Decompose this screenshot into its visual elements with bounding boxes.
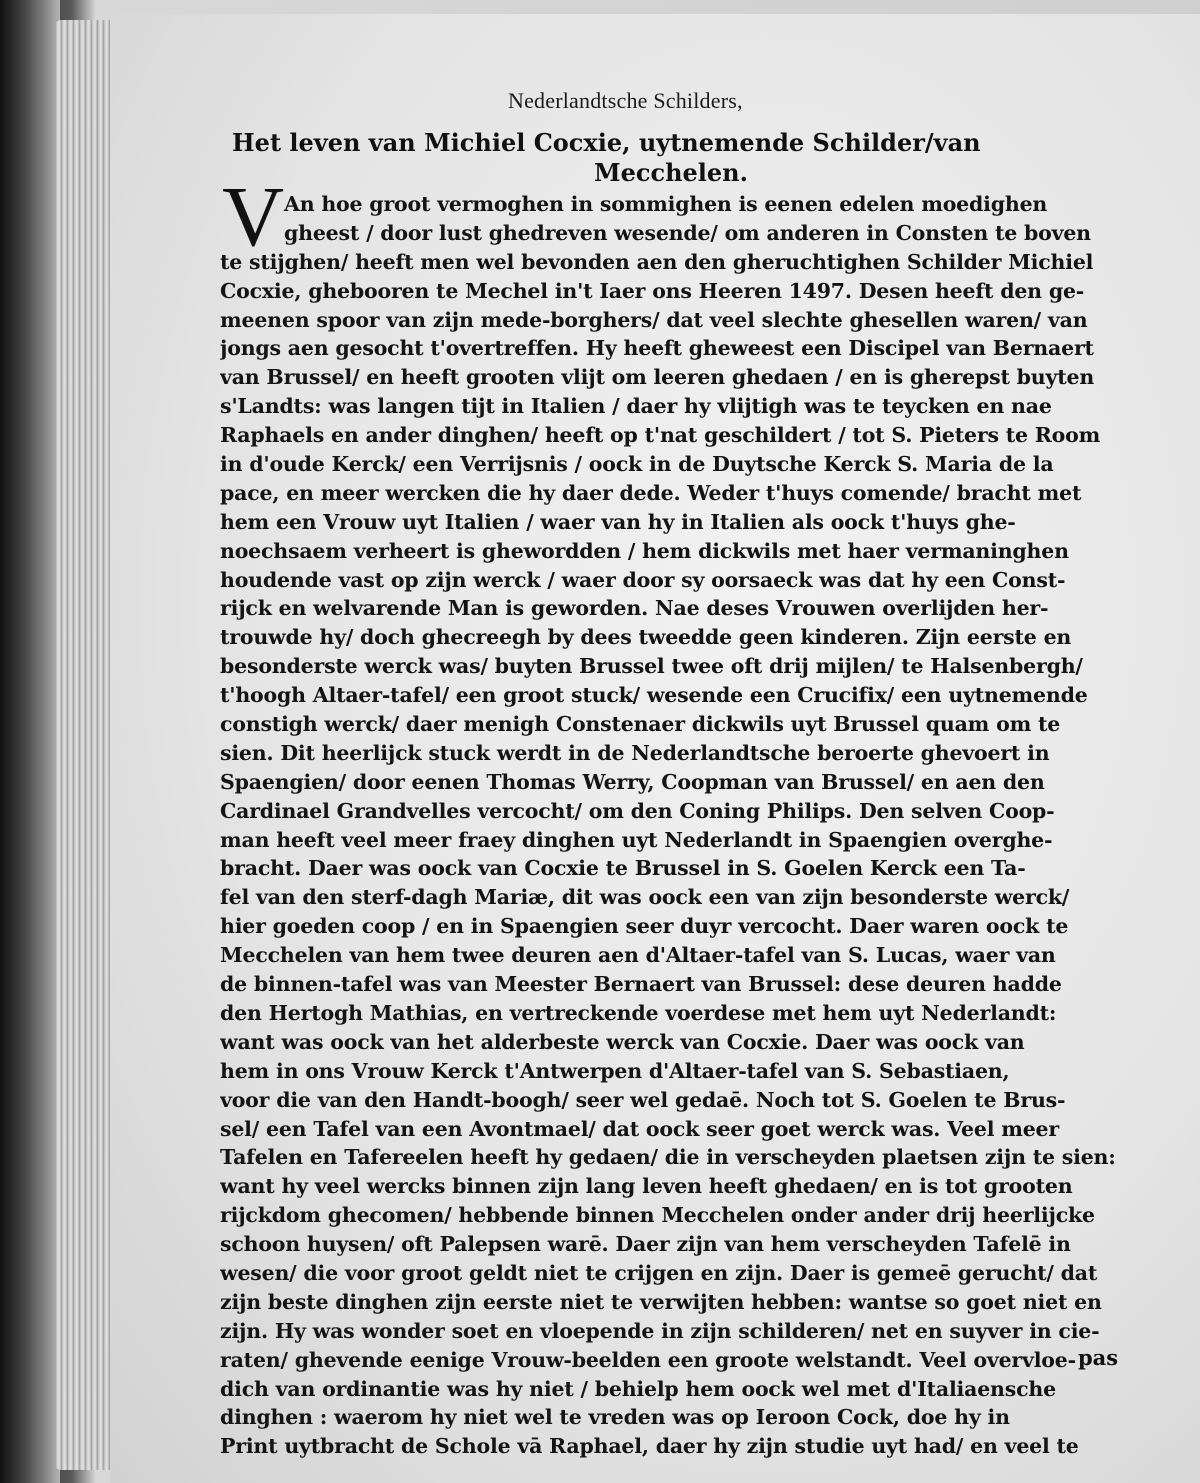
text-line: Cocxie, ghebooren te Mechel in't Iaer ons Heeren 1497. Desen heeft den ge- <box>220 278 1085 303</box>
text-line: schoon huysen/ oft Palepsen warē. Daer zijn van hem verscheyden Tafelē in <box>220 1232 1071 1257</box>
text-line: jongs aen gesocht t'overtreffen. Hy heeft gheweest een Discipel van Bernaert <box>220 336 1094 361</box>
text-line: sel/ een Tafel van een Avontmael/ dat oock seer goet werck was. Veel meer <box>220 1116 1059 1141</box>
text-line: zijn beste dinghen zijn eerste niet te verwijten hebben: wantse so goet niet en <box>220 1289 1102 1314</box>
text-line: zijn. Hy was wonder soet en vloepende in zijn schilderen/ net en suyver in cie- <box>220 1318 1100 1343</box>
text-line: Spaengien/ door eenen Thomas Werry, Coopman van Brussel/ en aen den <box>220 769 1045 794</box>
text-line: pace, en meer wercken die hy daer dede. Weder t'huys comende/ bracht met <box>220 480 1082 505</box>
text-line: An hoe groot vermoghen in sommighen is eenen edelen moedighen <box>284 192 1048 216</box>
text-line: hier goeden coop / en in Spaengien seer duyr vercocht. Daer waren oock te <box>220 914 1069 939</box>
text-line: de binnen-tafel was van Meester Bernaert van Brussel: dese deuren hadde <box>220 972 1062 997</box>
text-line: besonderste werck was/ buyten Brussel twee oft drij mijlen/ te Halsenbergh/ <box>220 654 1083 679</box>
text-line: Cardinael Grandvelles vercocht/ om den Coning Philips. Den selven Coop- <box>220 798 1055 823</box>
text-line: voor die van den Handt-boogh/ seer wel gedaē. Noch tot S. Goelen te Brus- <box>220 1087 1066 1112</box>
text-line: rijckdom ghecomen/ hebbende binnen Mecchelen onder ander drij heerlijcke <box>220 1203 1095 1228</box>
text-line: Mecchelen van hem twee deuren aen d'Altaer-tafel van S. Lucas, waer van <box>220 943 1056 968</box>
text-line: Tafelen en Tafereelen heeft hy gedaen/ die in verscheyden plaetsen zijn te sien: <box>220 1145 1116 1170</box>
body-text <box>220 190 1140 1461</box>
text-line: den Hertogh Mathias, en vertreckende voerdese met hem uyt Nederlandt: <box>220 1000 1057 1025</box>
text-line: sien. Dit heerlijck stuck werdt in de Nederlandtsche beroerte ghevoert in <box>220 740 1050 765</box>
title-line-1: Het leven van Michiel Cocxie, uytnemende Schilder/van <box>232 128 981 157</box>
text-line: raten/ ghevende eenige Vrouw-beelden een groote welstandt. Veel overvloe- <box>220 1347 1076 1372</box>
text-line: want was oock van het alderbeste werck van Cocxie. Daer was oock van <box>220 1029 1025 1054</box>
text-line: fel van den sterf-dagh Mariæ, dit was oock een van zijn besonderste werck/ <box>220 885 1070 910</box>
text-line: hem in ons Vrouw Kerck t'Antwerpen d'Altaer-tafel van S. Sebastiaen, <box>220 1058 1010 1083</box>
text-line: wesen/ die voor groot geldt niet te crijgen en zijn. Daer is gemeē gerucht/ dat <box>220 1260 1098 1285</box>
title-line-2: Mecchelen. <box>594 158 748 187</box>
text-line: s'Landts: was langen tijt in Italien / daer hy vlijtigh was te teycken en nae <box>220 394 1052 419</box>
text-line: t'hoogh Altaer-tafel/ een groot stuck/ wesende een Crucifix/ een uytnemende <box>220 683 1088 708</box>
text-line: te stijghen/ heeft men wel bevonden aen den gheruchtighen Schilder Michiel <box>220 249 1094 274</box>
text-line: van Brussel/ en heeft grooten vlijt om leeren ghedaen / en is gherepst buyten <box>220 365 1095 390</box>
book-spine <box>0 0 60 1483</box>
chapter-title <box>232 128 1022 188</box>
catchword: pas <box>1078 1345 1119 1370</box>
text-line: dinghen : waerom hy niet wel te vreden was op Ieroon Cock, doe hy in <box>220 1405 1010 1430</box>
text-line: hem een Vrouw uyt Italien / waer van hy in Italien als oock t'huys ghe- <box>220 509 1016 534</box>
drop-cap: V <box>222 168 285 264</box>
text-line: constigh werck/ daer menigh Constenaer dickwils uyt Brussel quam om te <box>220 712 1061 737</box>
text-line: in d'oude Kerck/ een Verrijsnis / oock in de Duytsche Kerck S. Maria de la <box>220 452 1054 477</box>
text-line: trouwde hy/ doch ghecreegh by dees tweedde geen kinderen. Zijn eerste en <box>220 625 1072 650</box>
text-line: bracht. Daer was oock van Cocxie te Brussel in S. Goelen Kerck een Ta- <box>220 856 1026 881</box>
text-line: rijck en welvarende Man is geworden. Nae deses Vrouwen overlijden her- <box>220 596 1049 621</box>
text-line: man heeft veel meer fraey dinghen uyt Nederlandt in Spaengien overghe- <box>220 827 1053 852</box>
text-line: houdende vast op zijn werck / waer door sy oorsaeck was dat hy een Const- <box>220 567 1066 592</box>
text-line: want hy veel wercks binnen zijn lang leven heeft ghedaen/ en is tot grooten <box>220 1174 1073 1199</box>
running-head: Nederlandtsche Schilders, <box>508 88 743 113</box>
text-line: Print uytbracht de Schole vā Raphael, daer hy zijn studie uyt had/ en veel te <box>220 1434 1079 1459</box>
text-line: Raphaels en ander dinghen/ heeft op t'nat geschildert / tot S. Pieters te Room <box>220 423 1101 448</box>
text-line: meenen spoor van zijn mede-borghers/ dat veel slechte ghesellen waren/ van <box>220 307 1088 332</box>
text-line: noechsaem verheert is ghewordden / hem dickwils met haer vermaninghen <box>220 538 1069 563</box>
text-line: gheest / door lust ghedreven wesende/ om anderen in Consten te boven <box>284 220 1091 245</box>
text-line: dich van ordinantie was hy niet / behielp hem oock wel met d'Italiaensche <box>220 1376 1056 1401</box>
